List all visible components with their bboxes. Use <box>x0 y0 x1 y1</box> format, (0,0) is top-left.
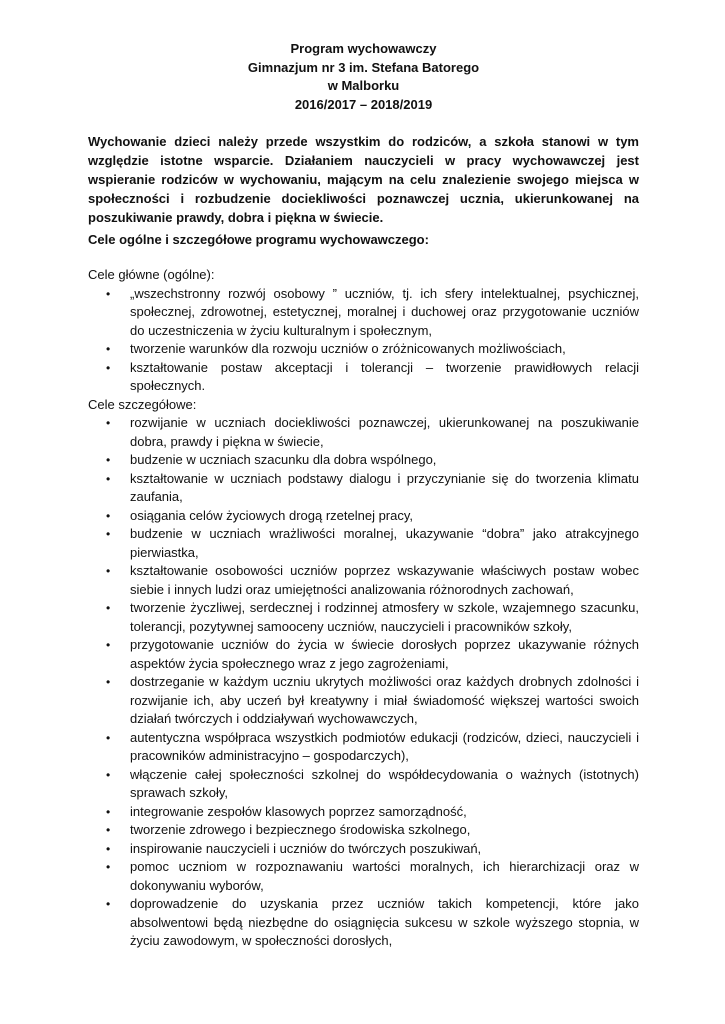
bullet-icon: • <box>106 767 111 782</box>
bullet-icon: • <box>106 342 111 356</box>
bullet-icon: • <box>106 675 111 689</box>
bullet-icon: • <box>106 453 111 467</box>
list-item <box>88 636 639 673</box>
list-item-text: budzenie w uczniach szacunku dla dobra wspólnego, <box>130 452 437 467</box>
list-item <box>88 840 639 859</box>
bullet-icon: • <box>106 601 111 615</box>
bullet-icon: • <box>106 638 111 652</box>
list-item <box>88 507 639 526</box>
list-item-text: autentyczna współpraca wszystkich podmiotów edukacji (rodziców, dzieci, nauczycieli i pracowników administracyjno – gospodarczych), <box>130 729 639 763</box>
bullet-icon: • <box>106 471 111 486</box>
list-item <box>88 803 639 822</box>
list-item <box>88 414 639 451</box>
list-item-text: doprowadzenie do uzyskania przez uczniów takich kompetencji, które jako absolwentowi będą niezbędne do osiągnięcia sukcesu w szkole wyższego stopnia, w życiu zawodowym, w społeczności dorosłych, <box>130 896 639 948</box>
list-item-text: „wszechstronny rozwój osobowy ” uczniów, tj. ich sfery intelektualnej, psychicznej, społecznej, zdrowotnej, estetycznej, moralnej i duchowej oraz przygotowanie uczniów do uczestniczenia w życiu kulturalnym i społecznym, <box>130 285 639 338</box>
list-item-text: tworzenie warunków dla rozwoju uczniów o zróżnicowanych możliwościach, <box>130 341 566 356</box>
list-item <box>88 451 639 470</box>
list-item-text: kształtowanie w uczniach podstawy dialogu i przyczynianie się do tworzenia klimatu zaufania, <box>130 470 639 504</box>
main-goals-list <box>88 285 639 396</box>
list-item-text: inspirowanie nauczycieli i uczniów do twórczych poszukiwań, <box>130 840 482 856</box>
list-item <box>88 359 639 396</box>
title-line: w Malborku <box>327 78 400 93</box>
detailed-goals-label: Cele szczegółowe: <box>88 396 197 412</box>
detailed-goals-list <box>88 414 639 951</box>
main-goals-label: Cele główne (ogólne): <box>88 267 215 282</box>
list-item-text: przygotowanie uczniów do życia w świecie dorosłych poprzez ukazywanie różnych aspektów życia społecznego wraz z jego zagrożeniami, <box>130 637 639 671</box>
bullet-icon: • <box>106 564 111 578</box>
document-title <box>88 40 639 114</box>
bullet-icon: • <box>106 360 111 375</box>
list-item-text: osiągania celów życiowych drogą rzetelnej pracy, <box>130 507 414 523</box>
bullet-icon: • <box>106 286 111 301</box>
list-item-text: tworzenie zdrowego i bezpiecznego środowiska szkolnego, <box>130 822 471 837</box>
list-item-text: kształtowanie postaw akceptacji i tolerancji – tworzenie prawidłowych relacji społecznych. <box>130 359 639 393</box>
list-item <box>88 895 639 951</box>
document-page <box>88 40 639 951</box>
list-item <box>88 340 639 359</box>
bullet-icon: • <box>106 804 111 819</box>
intro-paragraph: Wychowanie dzieci należy przede wszystkim do rodziców, a szkoła stanowi w tym względzie istotne wsparcie. Działaniem nauczycieli w pracy wychowawczej jest wspieranie rodziców w wychowaniu, mającym na celu znalezienie swojego miejsca w społeczności i rozbudzenie dociekliwości poznawczej ucznia, ukierunkowanej na poszukiwanie prawdy, dobra i piękna w świecie. <box>88 134 639 225</box>
list-item <box>88 599 639 636</box>
list-item <box>88 525 639 562</box>
title-line: Gimnazjum nr 3 im. Stefana Batorego <box>247 59 480 75</box>
list-item <box>88 673 639 729</box>
bullet-icon: • <box>106 527 111 541</box>
bullet-icon: • <box>106 508 111 523</box>
list-item-text: kształtowanie osobowości uczniów poprzez wskazywanie właściwych postaw wobec siebie i innych ludzi oraz umiejętności analizowania różnorodnych zachowań, <box>130 563 639 597</box>
bullet-icon: • <box>106 730 111 745</box>
list-item-text: rozwijanie w uczniach dociekliwości poznawczej, ukierunkowanej na poszukiwanie dobra, prawdy i piękna w świecie, <box>130 415 639 449</box>
bullet-icon: • <box>106 416 111 430</box>
list-item <box>88 821 639 840</box>
bullet-icon: • <box>106 823 111 837</box>
list-item <box>88 470 639 507</box>
list-item <box>88 766 639 803</box>
bullet-icon: • <box>106 897 111 911</box>
title-line: 2016/2017 – 2018/2019 <box>294 96 433 112</box>
list-item-text: tworzenie życzliwej, serdecznej i rodzinnej atmosfery w szkole, wzajemnego szacunku, tolerancji, pozytywnej samooceny uczniów, nauczycieli i pracowników szkoły, <box>130 600 639 634</box>
goals-heading: Cele ogólne i szczegółowe programu wychowawczego: <box>88 232 429 247</box>
list-item <box>88 729 639 766</box>
list-item-text: budzenie w uczniach wrażliwości moralnej, ukazywanie “dobra” jako atrakcyjnego pierwiastka, <box>130 526 639 560</box>
list-item-text: włączenie całej społeczności szkolnej do współdecydowania o ważnych (istotnych) sprawach szkoły, <box>130 766 639 800</box>
list-item-text: dostrzeganie w każdym uczniu ukrytych możliwości oraz każdych drobnych zdolności i rozwijanie ich, aby uczeń był kreatywny i miał świadomość większej wartości swoich działań twórczych i oddziaływań wychowawczych, <box>130 674 639 726</box>
list-item-text: pomoc uczniom w rozpoznawaniu wartości moralnych, ich hierarchizacji oraz w dokonywaniu wyborów, <box>130 859 639 893</box>
bullet-icon: • <box>106 841 111 856</box>
list-item-text: integrowanie zespołów klasowych poprzez samorządność, <box>130 803 467 819</box>
list-item <box>88 858 639 895</box>
title-line: Program wychowawczy <box>290 41 437 56</box>
list-item <box>88 285 639 341</box>
list-item <box>88 562 639 599</box>
bullet-icon: • <box>106 860 111 874</box>
